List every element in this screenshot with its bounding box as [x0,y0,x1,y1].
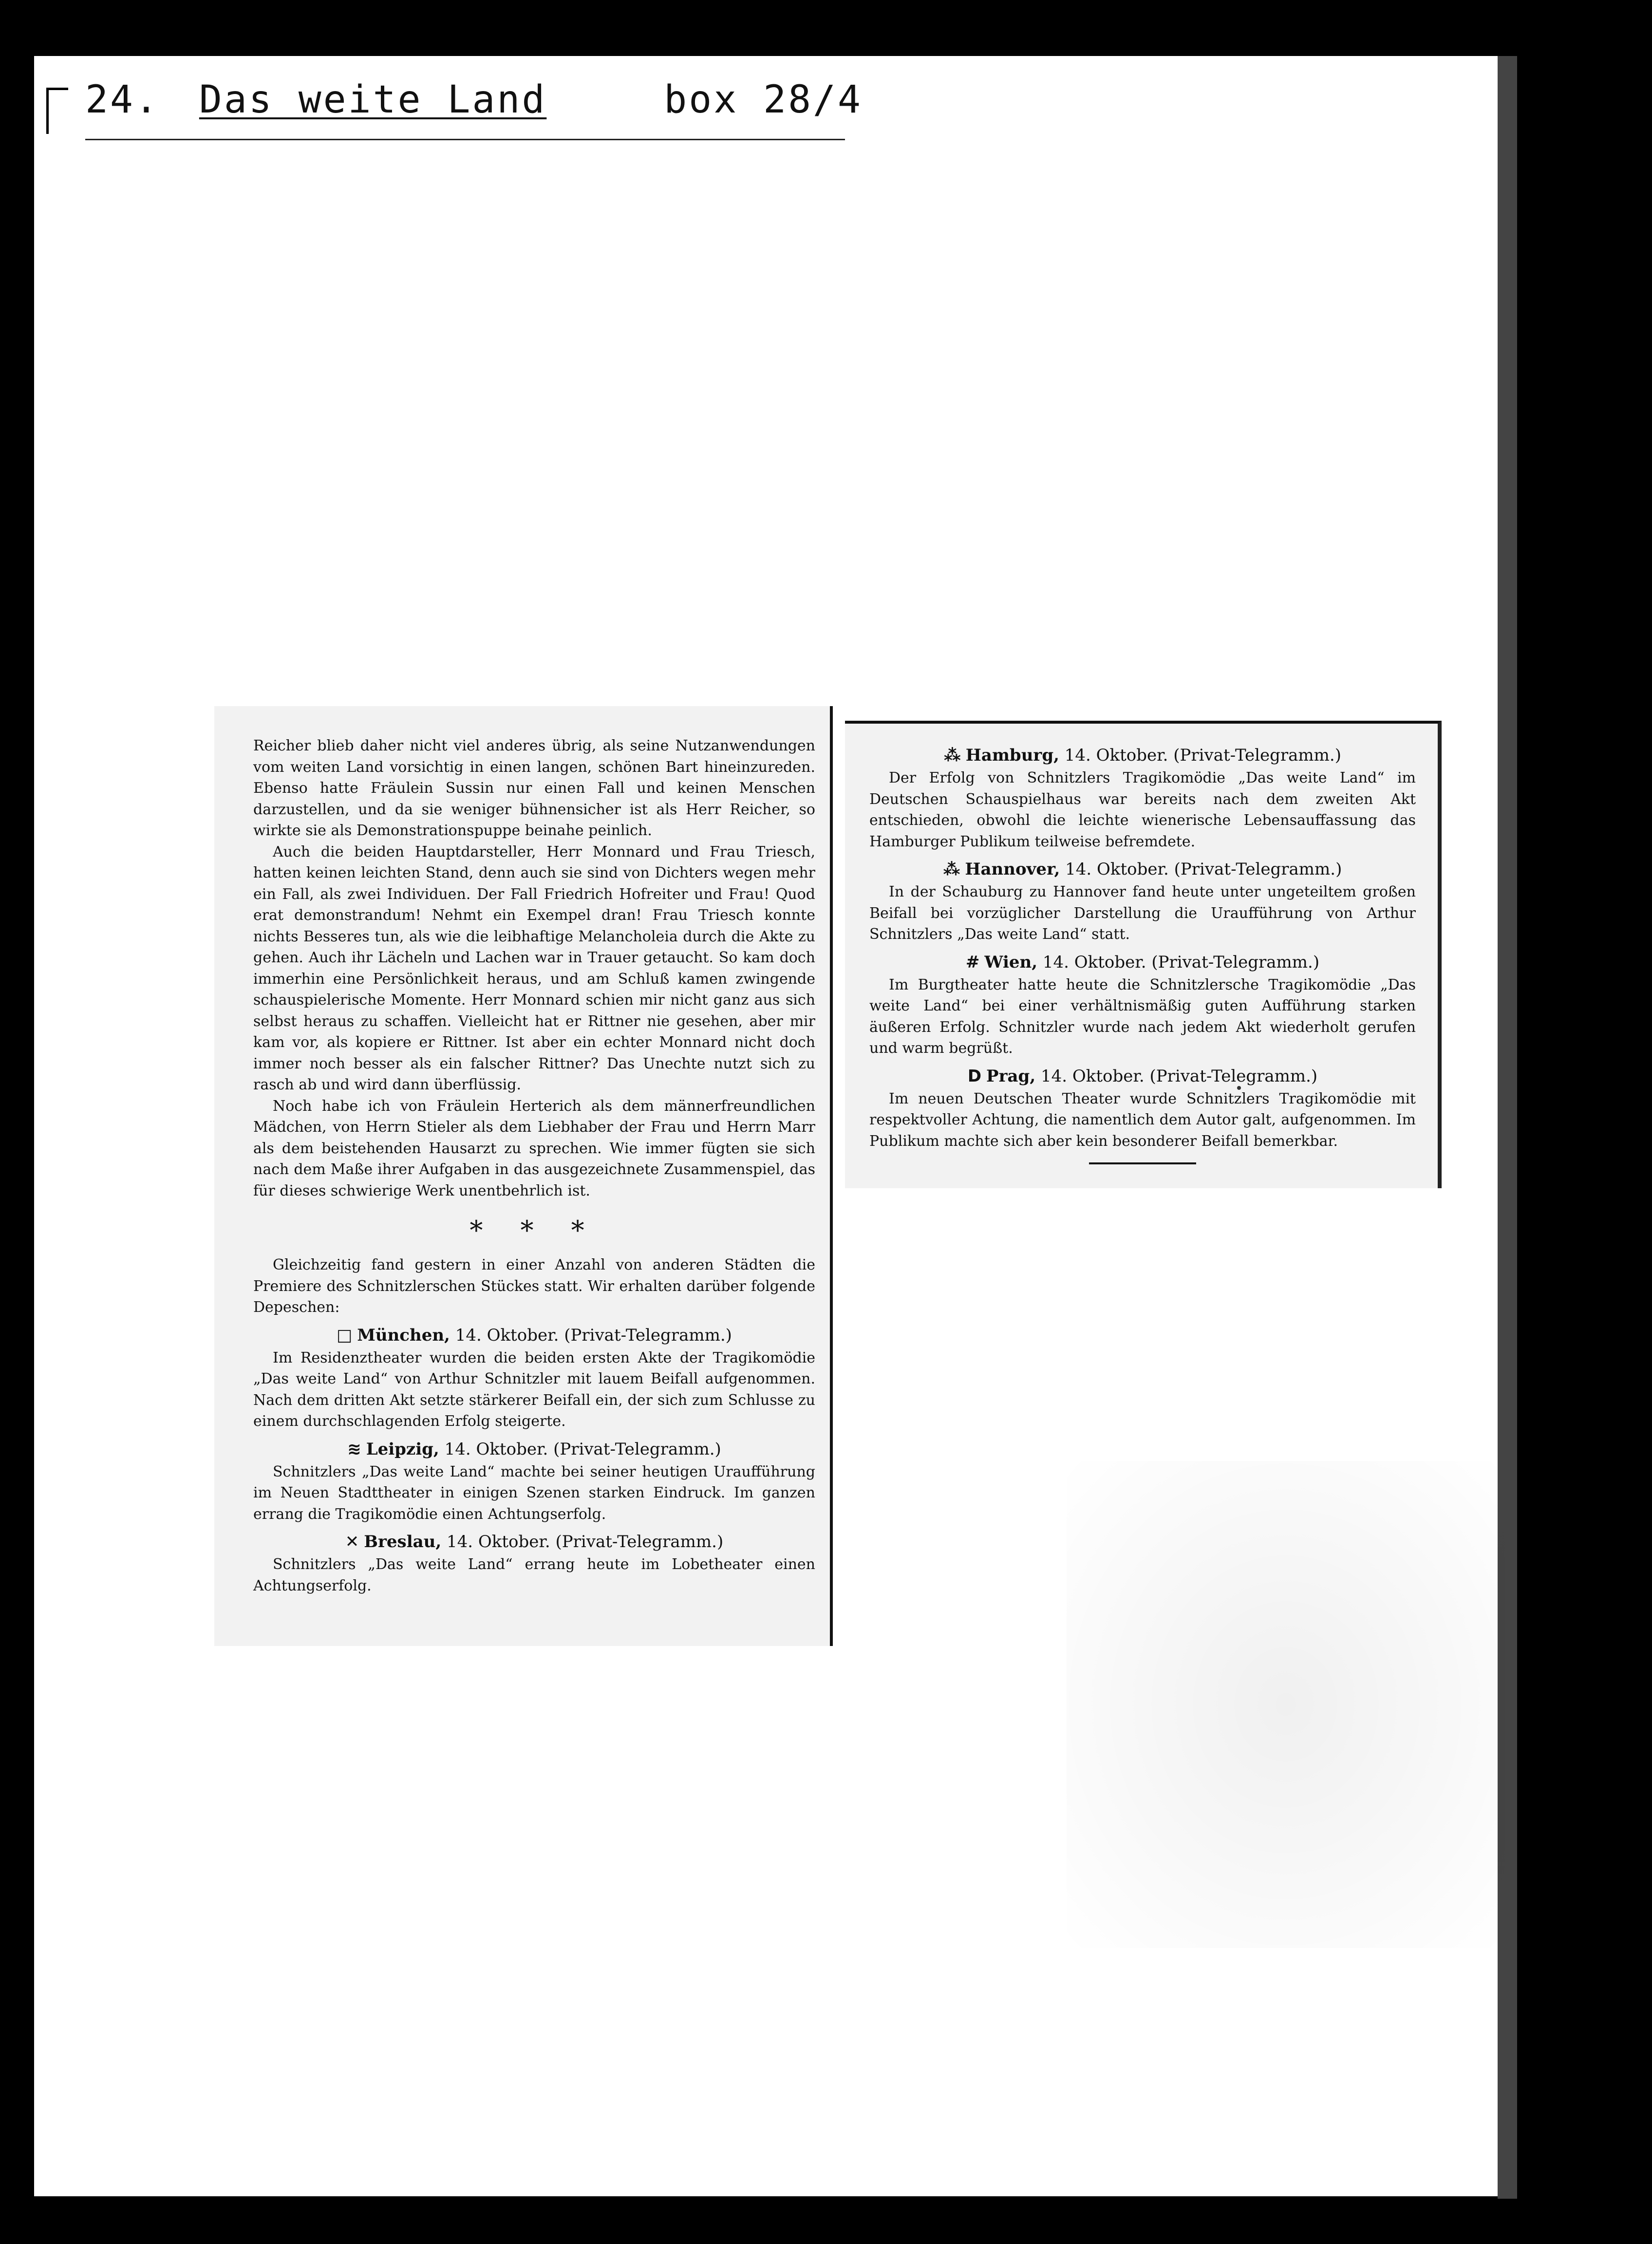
dispatch-heading-breslau [253,1530,815,1554]
asterism-icon: ⁂ [943,860,960,879]
dispatch-text-hamburg: Der Erfolg von Schnitzlers Tragikomödie „Das weite Land“ im Deutschen Schauspielhaus war bereits nach dem zweiten Akt entschieden, obwohl die leichte wienerische Lebensauffassung das Hamburger Publikum teilweise befremdete. [869,769,1416,850]
dispatch-text-wien: Im Burgtheater hatte heute die Schnitzlersche Tragikomödie „Das weite Land“ bei einer verhältnismäßig guten Aufführung starken äußeren Erfolg. Schnitzler wurde nach jedem Akt wiederholt gerufen und warm begrüßt. [869,976,1416,1057]
header-title: Das weite Land [199,78,547,122]
square-icon: □ [337,1325,353,1345]
review-paragraph-3: Noch habe ich von Fräulein Herterich als dem männerfreundlichen Mädchen, von Herrn Stieler als dem Liebhaber der Frau und Herrn Marr als dem beistehenden Hausarzt zu sprechen. Wie immer fügten sie sich nach dem Maße ihrer Aufgaben in das ausgezeichnete Zusammenspiel, das für dieses schwierige Werk unentbehrlich ist. [253,1097,815,1199]
header-number: 24. [85,78,160,122]
wave-icon: ≋ [347,1439,361,1459]
archive-header [85,78,863,122]
dispatch-dateline: 14. Oktober. (Privat-Telegramm.) [1065,860,1342,879]
dispatch-text-breslau: Schnitzlers „Das weite Land“ errang heute im Lobetheater einen Achtungserfolg. [253,1556,815,1594]
asterism-icon: ⁂ [944,746,961,765]
dispatch-heading-hannover [869,857,1416,881]
dispatch-city: Hamburg, [965,746,1059,765]
dispatch-city: Prag, [986,1066,1036,1086]
d-mark-icon: D [967,1066,982,1086]
dispatch-city: Leipzig, [366,1439,439,1459]
section-stars: * * * [469,1215,599,1246]
dispatch-text-prag: Im neuen Deutschen Theater wurde Schnitzlers Tragikomödie mit respektvoller Achtung, die namentlich dem Autor galt, aufgenommen. Im Publikum machte sich aber kein besonderer Beifall bemerkbar. [869,1090,1416,1150]
dispatch-dateline: 14. Oktober. (Privat-Telegramm.) [1040,1066,1318,1086]
review-paragraph-1: Reicher blieb daher nicht viel anderes übrig, als seine Nutzanwendungen vom weiten Land vorsichtig in einen langen, schönen Bart hineinzureden. Ebenso hatte Fräulein Sussin nur einen Fall und keinen Menschen darzustellen, und da sie weniger bühnensicher ist als Herr Reicher, so wirkte sie als Demonstrationspuppe beinahe peinlich. [253,737,815,839]
dispatch-dateline: 14. Oktober. (Privat-Telegramm.) [444,1439,721,1459]
dispatch-heading-muenchen [253,1323,815,1347]
header-rule [85,139,845,140]
dispatch-intro: Gleichzeitig fand gestern in einer Anzahl von anderen Städten die Premiere des Schnitzlerschen Stückes statt. Wir erhalten darüber folgende Depeschen: [253,1256,815,1316]
dispatch-dateline: 14. Oktober. (Privat-Telegramm.) [455,1325,732,1345]
dispatch-city: Hannover, [965,860,1060,879]
hash-icon: # [965,952,980,972]
dispatch-text-leipzig: Schnitzlers „Das weite Land“ machte bei seiner heutigen Uraufführung im Neuen Stadttheater in einigen Szenen starken Eindruck. Im ganzen errang die Tragikomödie einen Achtungserfolg. [253,1463,815,1523]
dispatch-dateline: 14. Oktober. (Privat-Telegramm.) [1042,952,1320,972]
dispatch-heading-wien [869,950,1416,974]
header-box: box 28/4 [664,78,863,122]
dispatch-text-hannover: In der Schauburg zu Hannover fand heute unter ungeteiltem großen Beifall bei vorzüglicher Darstellung die Uraufführung von Arthur Schnitzlers „Das weite Land“ statt. [869,883,1416,943]
dispatch-text-muenchen: Im Residenztheater wurden die beiden ersten Akte der Tragikomödie „Das weite Land“ von Arthur Schnitzler mit lauem Beifall aufgenommen. Nach dem dritten Akt setzte stärkerer Beifall ein, der sich zum Schlusse zu einem durchschlagenden Erfolg steigerte. [253,1349,815,1430]
clipping-left [214,706,833,1646]
dispatch-heading-hamburg [869,743,1416,767]
dispatch-city: Breslau, [364,1532,442,1552]
clipping-right [845,721,1442,1188]
review-paragraph-2: Auch die beiden Hauptdarsteller, Herr Monnard und Frau Triesch, hatten keinen leichten Stand, denn auch sie sind von Dichters wegen mehr ein Fall, als zwei Individuen. Der Fall Friedrich Hofreiter und Frau! Quod erat demonstrandum! Nehmt ein Exempel dran! Frau Triesch konnte nichts Besseres tun, als wie die leibhaftige Melancholeia durch die Akte zu gehen. Auch ihr Lächeln und Lachen war in Trauer getaucht. So kam doch immerhin eine Persönlichkeit heraus, und am Schluß kamen zwingende schauspielerische Momente. Herr Monnard schien mir nicht ganz aus sich selbst heraus zu schaffen. Vielleicht hat er Rittner nie gesehen, aber mir kam vor, als kopiere er Rittner. Ist aber ein echter Monnard nicht doch immer noch besser als ein falscher Rittner? Das Unechte nutzt sich zu rasch ab und wird dann überflüssig. [253,843,815,1093]
dispatch-heading-prag [869,1064,1416,1088]
dispatch-heading-leipzig [253,1437,815,1461]
dispatch-city: Wien, [984,952,1038,972]
paper-smudge [1067,1461,1505,1948]
dispatch-dateline: 14. Oktober. (Privat-Telegramm.) [447,1532,724,1552]
corner-bracket [46,88,68,134]
cross-icon: ✕ [345,1532,359,1552]
dispatch-city: München, [357,1325,450,1345]
ink-dot [1237,1086,1241,1090]
dispatch-dateline: 14. Oktober. (Privat-Telegramm.) [1064,746,1341,765]
end-rule [1089,1162,1196,1164]
